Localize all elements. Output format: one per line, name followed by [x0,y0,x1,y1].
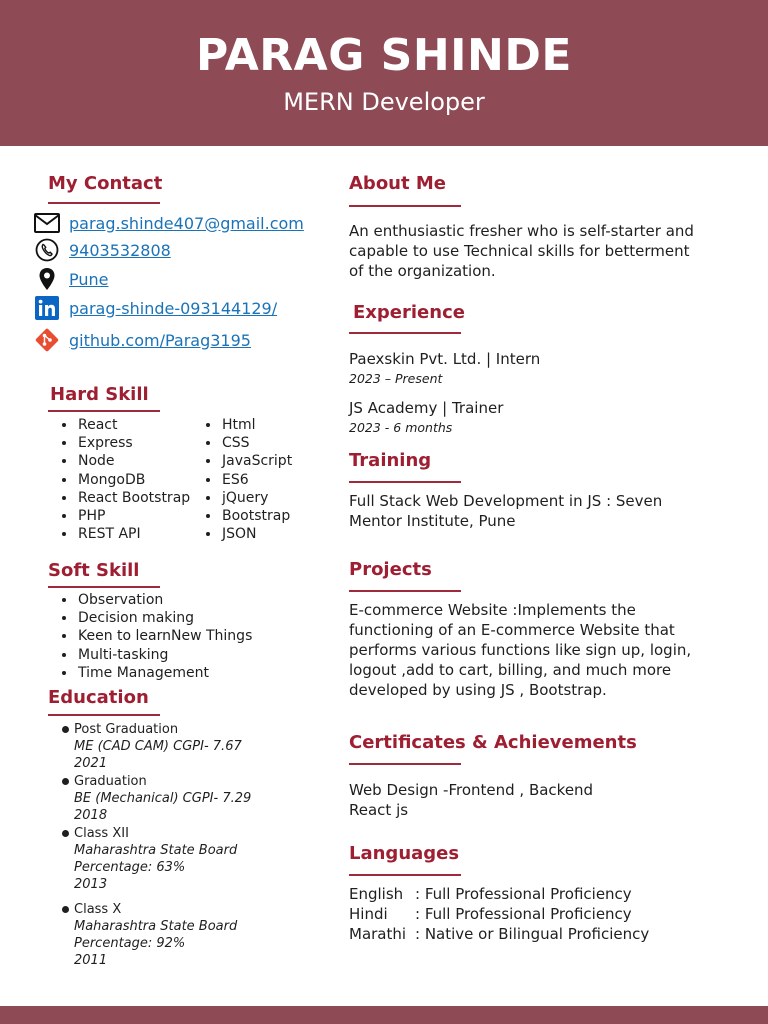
contact-email-row [34,211,304,235]
header-banner [0,0,768,146]
list-item: Express [60,434,190,452]
education-year: 2011 [74,953,108,968]
education-entry [62,825,237,893]
certificates-title: Certificates & Achievements [349,732,637,753]
contact-github-row [34,328,251,352]
education-title: Education [48,687,149,708]
job-period: 2023 - 6 months [349,420,453,435]
languages-list [349,884,649,944]
about-line: An enthusiastic fresher who is self-starter and [349,222,694,240]
project-line: functioning of an E-commerce Website that [349,621,675,639]
education-entry [62,901,237,969]
training-line: Full Stack Web Development in JS : Seven [349,492,663,510]
list-item: JavaScript [204,452,292,470]
list-item: Node [60,452,190,470]
project-line: E-commerce Website :Implements the [349,601,636,619]
education-detail: BE (Mechanical) CGPI- 7.29 [74,791,252,806]
list-item: Observation [60,591,252,609]
envelope-icon [34,211,60,235]
location-pin-icon [34,267,60,291]
about-title: About Me [349,173,446,194]
footer-bar [0,1006,768,1024]
linkedin-link[interactable]: parag-shinde-093144129/ [69,298,278,318]
language-name: English [349,885,404,903]
location-link[interactable]: Pune [69,269,109,289]
hard-skill-rule [48,410,160,412]
contact-title: My Contact [48,173,163,194]
education-degree: Graduation [62,773,251,790]
education-year: 2018 [74,808,108,823]
project-line: performs various functions like sign up, login, [349,641,692,659]
certificate-line: Web Design -Frontend , Backend [349,781,594,799]
job-role: Paexskin Pvt. Ltd. | Intern [349,350,541,368]
education-board: Maharashtra State Board [74,843,238,858]
list-item: MongoDB [60,471,190,489]
about-text [349,221,694,281]
about-line: capable to use Technical skills for betterment [349,242,690,260]
certificates-rule [349,763,461,765]
soft-skill-rule [48,586,160,588]
list-item: Html [204,416,292,434]
education-degree: Class XII [62,825,237,842]
training-text [349,491,662,531]
education-detail: ME (CAD CAM) CGPI- 7.67 [74,739,242,754]
list-item: Time Management [60,664,252,682]
git-icon [34,328,60,352]
linkedin-icon [34,296,60,320]
project-line: developed by using JS , Bootstrap. [349,681,607,699]
list-item: React [60,416,190,434]
about-rule [349,205,461,207]
list-item: Decision making [60,609,252,627]
language-row [349,884,649,904]
language-name: Marathi [349,925,407,943]
hard-skill-title: Hard Skill [50,384,149,405]
language-level: : Native or Bilingual Proficiency [415,925,650,943]
list-item: ES6 [204,471,292,489]
language-name: Hindi [349,905,388,923]
contact-location-row [34,267,109,291]
experience-title: Experience [353,302,465,323]
list-item: CSS [204,434,292,452]
education-year: 2021 [74,756,108,771]
list-item: Keen to learnNew Things [60,627,252,645]
candidate-name: PARAG SHINDE [196,30,572,81]
certificates-text [349,780,593,820]
education-entry [62,721,242,772]
list-item: REST API [60,525,190,543]
job-period: 2023 – Present [349,371,443,386]
languages-rule [349,874,461,876]
education-degree: Class X [62,901,237,918]
about-line: of the organization. [349,262,496,280]
education-rule [48,714,160,716]
soft-skill-title: Soft Skill [48,560,140,581]
list-item: React Bootstrap [60,489,190,507]
list-item: PHP [60,507,190,525]
language-level: : Full Professional Proficiency [415,885,632,903]
candidate-role: MERN Developer [283,88,485,116]
soft-skill-list [60,591,252,682]
contact-linkedin-row [34,296,277,320]
projects-title: Projects [349,559,432,580]
experience-job [349,398,503,438]
languages-title: Languages [349,843,460,864]
projects-text [349,600,691,700]
certificate-line: React js [349,801,409,819]
contact-rule [48,202,160,204]
training-title: Training [349,450,432,471]
language-level: : Full Professional Proficiency [415,905,632,923]
education-percentage: Percentage: 92% [74,936,186,951]
experience-rule [349,332,461,334]
github-link[interactable]: github.com/Parag3195 [69,330,251,350]
phone-link[interactable]: 9403532808 [69,240,171,260]
hard-skill-list-1 [60,416,190,543]
list-item: jQuery [204,489,292,507]
list-item: Multi-tasking [60,646,252,664]
contact-phone-row [34,238,171,262]
project-line: logout ,add to cart, billing, and much more [349,661,672,679]
projects-rule [349,590,461,592]
language-row [349,904,649,924]
hard-skill-list-2 [204,416,292,543]
email-link[interactable]: parag.shinde407@gmail.com [69,213,304,233]
phone-icon [34,238,60,262]
education-year: 2013 [74,877,108,892]
training-line: Mentor Institute, Pune [349,512,516,530]
education-percentage: Percentage: 63% [74,860,186,875]
list-item: Bootstrap [204,507,292,525]
experience-job [349,349,540,389]
education-board: Maharashtra State Board [74,919,238,934]
education-degree: Post Graduation [62,721,242,738]
education-entry [62,773,251,824]
training-rule [349,481,461,483]
language-row [349,924,649,944]
job-role: JS Academy | Trainer [349,399,504,417]
list-item: JSON [204,525,292,543]
